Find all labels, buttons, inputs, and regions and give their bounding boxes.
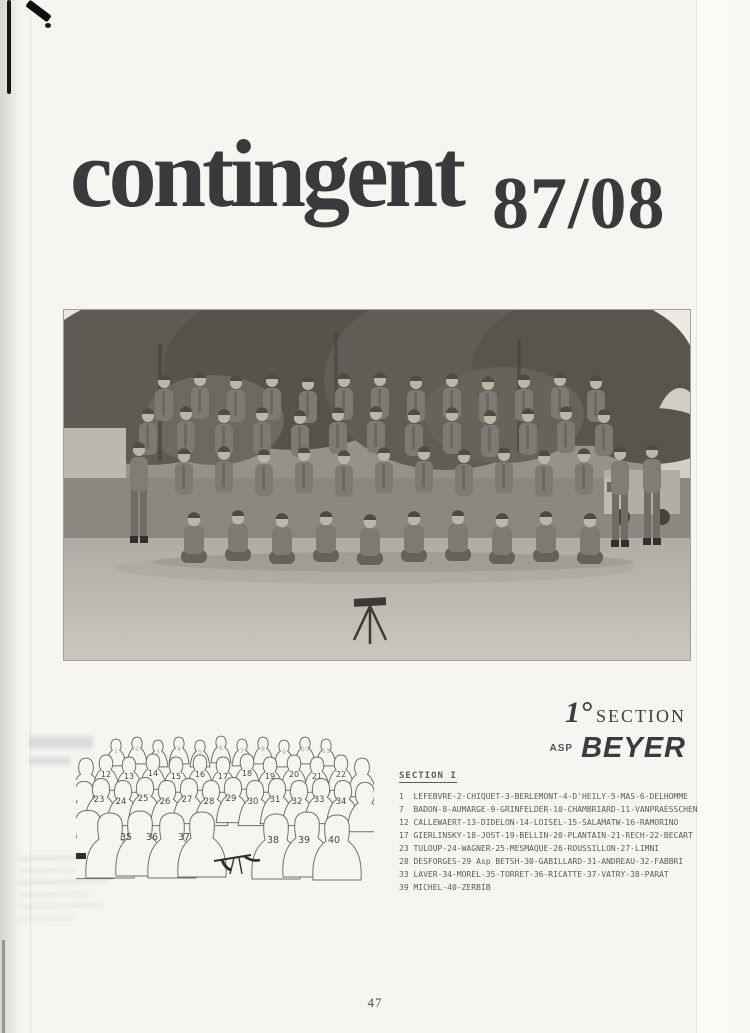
roster-line: 1 LEFEBVRE-2-CHIQUET-3-BERLEMONT-4-D'HEILY-5-MAS-6-DELHOMME: [399, 792, 688, 801]
section-leader-name: BEYER: [581, 732, 686, 764]
scan-corner-dot: [45, 23, 51, 28]
group-photo-art: [64, 310, 690, 660]
roster-line: 23 TULOUP-24-WAGNER-25-MESMAQUE-26-ROUSSILLON-27-LIMNI: [399, 844, 660, 853]
diagram-number: 14: [147, 769, 159, 778]
diagram-number: 2: [134, 745, 140, 753]
section-rank: ASP: [549, 743, 574, 754]
diagram-number: 25: [137, 794, 149, 804]
diagram-number: 24: [115, 797, 127, 807]
diagram-number: 34: [335, 797, 347, 807]
scan-edge-mark: [7, 0, 11, 94]
diagram-number: 10: [300, 745, 310, 753]
silhouette-diagram-art: [76, 720, 374, 898]
roster-line: 7 BADON-8-AUMARGE-9-GRINFELDER-10-CHAMBRIARD-11-VANPRAESSCHEN: [399, 805, 698, 814]
section-header: [420, 696, 686, 765]
diagram-number: 18: [241, 769, 253, 778]
page-number: 47: [367, 995, 383, 1010]
diagram-number: 22: [335, 770, 347, 779]
scan-edge-mark-bottom: [2, 940, 5, 1033]
diagram-number: 4: [176, 745, 182, 753]
diagram-number: 29: [225, 794, 237, 804]
diagram-number: 17: [217, 772, 229, 781]
diagram-number: 16: [194, 770, 206, 779]
diagram-number: 31: [269, 795, 281, 805]
diagram-number: 40: [327, 835, 341, 846]
group-photo: [64, 310, 690, 660]
diagram-number: 32: [291, 797, 303, 807]
page-title: contingent: [70, 120, 462, 227]
diagram-number: 13: [123, 772, 135, 781]
diagram-number: 15: [170, 772, 182, 781]
diagram-number: 30: [247, 797, 259, 807]
roster-line: 17 GIERLINSKY-18-JOST-19-BELLIN-20-PLANTAIN-21-RECH-22-BECART: [399, 831, 693, 840]
diagram-number: 36: [145, 832, 159, 843]
diagram-number: 6: [218, 744, 224, 752]
diagram-number: 1: [113, 747, 119, 755]
section-ordinal: 1°: [565, 696, 592, 729]
diagram-number: 27: [181, 795, 193, 805]
roster-title: SECTION I: [399, 771, 457, 781]
diagram-number: 28: [203, 797, 215, 807]
page-title-number: 87/08: [492, 163, 666, 245]
diagram-number: 3: [155, 748, 161, 756]
diagram-number: 37: [177, 832, 191, 843]
diagram-number: 39: [297, 835, 311, 846]
diagram-number: 5: [197, 748, 203, 756]
diagram-number: 21: [311, 772, 323, 781]
scan-edge-shadow: [0, 0, 20, 1033]
diagram-number: 23: [93, 795, 105, 805]
roster-line: 28 DESFORGES-29 Asp BETSH-30-GABILLARD-31-ANDREAU-32-FABBRI: [399, 857, 684, 866]
diagram-number: 11: [321, 747, 331, 755]
diagram-number: 9: [281, 748, 287, 756]
diagram-number: 33: [313, 795, 325, 805]
numbered-silhouette-diagram: [76, 720, 374, 898]
diagram-number: 38: [266, 835, 280, 846]
diagram-number: 26: [159, 797, 171, 807]
roster-line: 33 LAVER-34-MOREL-35-TORRET-36-RICATTE-37-VATRY-38-PARAT: [399, 870, 669, 879]
roster-line: 39 MICHEL-40-ZERBIB: [399, 883, 491, 892]
diagram-number: 7: [239, 747, 245, 755]
diagram-number: 12: [100, 770, 112, 779]
section-label: SECTION: [596, 706, 686, 726]
roster-line: 12 CALLEWAERT-13-DIDELON-14-LOISEL-15-SALAMATW-16-RAMORINO: [399, 818, 679, 827]
diagram-number: 8: [260, 745, 266, 753]
diagram-number: 19: [264, 772, 276, 781]
diagram-number: 20: [288, 770, 300, 779]
diagram-number: 35: [119, 832, 133, 843]
roster-list: [399, 765, 698, 894]
